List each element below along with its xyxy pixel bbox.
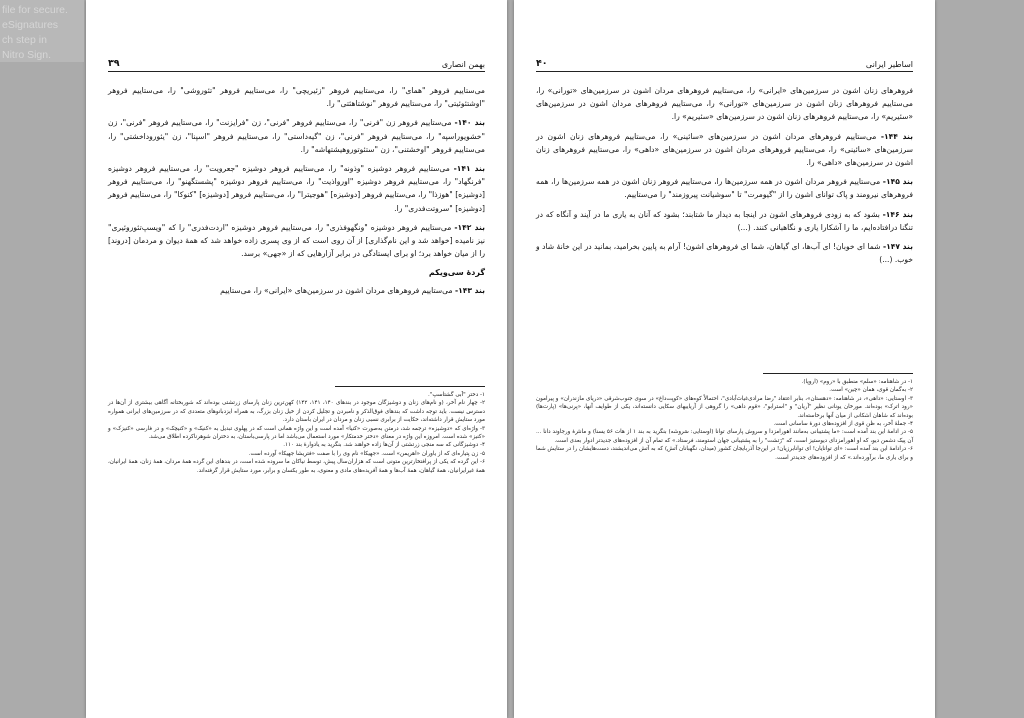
verse-number: بند ۱۴۵- xyxy=(882,177,913,187)
footnote: ۵- در ادامهٔ این بند آمده است: «ما پشتیبانی به‌مانند اهورامزدا و سروش پارسای توانا (اوستایی: سَروشه) بنگرید به بند ۱ از هات ۵۶ یسنا) و مانثرهٔ ورجاوند دانا ... آن پیک دشمن دیو، که او اهورامزدای دیوستیز است، که "رَتشت" را به پشتیبانی جهان استومند، فرستاد.» که تمام آن از افزوده‌های جدیدتر ادوار بعدی است. xyxy=(536,429,913,444)
paragraph: بند ۱۴۵- می‌ستاییم فروهر مردان اشون در همه سرزمین‌ها را، می‌ستاییم فروهر زنان اشون در همه سرزمین‌ها را، همه فروهرهای نیرومند و پاک توانای اشون را از "گیومرت" تا "سوشیانت پیروزمند" را می‌ستاییم. xyxy=(536,177,913,200)
footnote: ۵- زن پتیاره‌ای که از یاوران «اهریمن» است. «جهیکا» نام وی را با صفت «فتریشا جهیکا» آورده است. xyxy=(248,450,485,457)
page-number: ۳۹ xyxy=(108,58,120,69)
watermark-line: ch step in xyxy=(2,34,47,46)
paragraph: می‌ستاییم فروهر "همای" را، می‌ستاییم فروهر "زئیریچی" را، می‌ستاییم فروهر "تئوروشی" را، می‌ستاییم فروهر "اوشتئوئیتی" را، می‌ستاییم فروهر "نوشتاهئتی" را. xyxy=(108,86,485,109)
right-page xyxy=(514,0,935,718)
paragraph: بند ۱۴۳- می‌ستاییم فروهرهای مردان اشون در سرزمین‌های «ایرانی» را، می‌ستاییم xyxy=(220,285,485,295)
paragraph: بند ۱۴۱- می‌ستاییم فروهر دوشیزه "وذونه" را، می‌ستاییم فروهر دوشیزه "جعرویت" را، می‌ستاییم فروهر دوشیزه "فرنگهاد" را، می‌ستاییم فروهر دوشیزه "اورواذیت" را، می‌ستاییم فروهر دوشیزه "پشستگهنو" را، می‌ستاییم فروهر [دوشیزه] "هوزذا" را، می‌ستاییم فروهر [دوشیزه] "هوجیترا" را، می‌ستاییم فروهر [دوشیزه] "کنوکا" را، می‌ستاییم فروهر [دوشیزه] "سروتت‌فدری" را. xyxy=(108,164,485,213)
verse-number: بند ۱۴۷- xyxy=(882,242,913,252)
left-page-header xyxy=(108,58,485,72)
paragraph: بند ۱۴۷- شما ای خوبان! ای آب‌ها، ای گیاهان، شما ای فروهرهای اشون! آرام به پایین بخرامید، بمانید در این خانهٔ شاد و خوب. (...) xyxy=(536,242,913,265)
left-page xyxy=(86,0,507,718)
verse-number: بند ۱۴۲- xyxy=(454,222,485,232)
page-number: ۴۰ xyxy=(536,58,548,69)
footnote: ۶- این گرده که یکی از پرافتخارترین متونی است که هزاران‌سال پیش، توسط نیاکان ما سروده شده است، در بندهای این گرده همهٔ مردان، همهٔ زنان، همهٔ ایرانیان، همهٔ غیرایرانیان، همهٔ گیاهان، همهٔ آب‌ها و همهٔ آفریده‌های مادی و معنوی، به طور یکسان و برابر، مورد ستایش قرار گرفته‌اند. xyxy=(108,459,485,474)
nitro-watermark xyxy=(0,0,84,62)
footnote: ۱- دختر "اَبی گشتاسپ". xyxy=(427,392,485,398)
footnote: ۱- در شاهنامه: «سلم» منطبق با «روم» (اروپا). xyxy=(801,379,913,385)
verse-number: بند ۱۴۱- xyxy=(453,164,485,174)
paragraph: بند ۱۴۴- می‌ستاییم فروهرهای مردان اشون در سرزمین‌های «سائینی» را، می‌ستاییم فروهرهای زنان اشون در سرزمین‌های «سائینی» را، می‌ستاییم فروهرهای مردان اشون در سرزمین‌های «داهی» را، می‌ستاییم فروهرهای زنان اشون در سرزمین‌های «داهی» را. xyxy=(536,131,913,168)
footnote: ۳- واژه‌ای که «دوشیزه» ترجمه شد، درمتن به‌صورت «کنیا» آمده است و این واژه همانی است که در پهلوی تبدیل به «کنیک» و «کنیچک» و در فارسی «کنیزک» و «کنیز» شده است. امروزه این واژه در معنای «دختر خدمتکار» مورد استعمال می‌باشد اما در پارسی‌باستان، به دختران شوهرناکرده اطلاق می‌شد. xyxy=(108,425,485,441)
verse-number: بند ۱۴۳- xyxy=(454,285,485,295)
running-head: اساطیر ایرانی xyxy=(865,60,913,69)
left-page-body xyxy=(108,84,485,297)
running-head: بهمن انصاری xyxy=(441,60,485,69)
left-footnotes xyxy=(108,386,485,475)
paragraph: بند ۱۴۶- بشود که به زودی فروهرهای اشون در اینجا به دیدار ما شتابند؛ بشود که آنان به یاری ما در آیند و آنگاه که در تنگنا درافتاده‌ایم، ما را آشکارا یاری و نگاهبانی کنند. (...) xyxy=(536,209,913,232)
footnote: ۴- دوشیزگانی که سه منجی زرتشتی از آن‌ها زاده خواهند شد. بنگرید به یادوارهٔ بند ۱۱۰. xyxy=(283,442,485,449)
footnote-rule xyxy=(335,386,485,387)
right-page-body xyxy=(536,84,913,266)
footnote: ۲- چهار نام آخر، (و نام‌های زنان و دوشیزگان موجود در بندهای ۱۴۰، ۱۴۱، ۱۴۲) کهن‌ترین زنان پارسای زرتشتی بوده‌اند که شوربختانه آگاهی بیشتری از آن‌ها در دسترس نیست. باید توجه داشت که بندهای فوق‌الذکر و نامبردن و تجلیل کردن از خیل زنان بزرگ، به همراه ایزدبانوهای متعددی که در سرزمین‌های ایرانی همواره مورد ستایش قرار داشته‌اند، حکایت از برابری نسبی زنان و مردان در ایران باستان دارد. xyxy=(108,400,485,424)
verse-number: بند ۱۴۶- xyxy=(882,209,913,219)
footnote: ۴- جملهٔ آخر، به ظن قوی از افزوده‌های دورهٔ ساسانی است. xyxy=(773,421,913,428)
footnote: ۳- اوستایی: «داهی»، در شاهنامه: «دهستان»، بنابر اعتقاد "رضا مرادی‌غیاث‌آبادی"، احتمالاً کوه‌های «کوپت‌داغ» در سوی جنوب‌شرقی «دریای مازندران» و پیرامون «رود اترک» بوده‌اند. مورخان یونانی نظیر "آریان" و "استرابو"، «قوم داهی» را گروهی از آریاییهای سکایی دانسته‌اند، یکی از طوایف آنها، «پرنی‌ها» (پارت‌ها) بوده‌اند که شاهان اشکانی از میان آنها برخاسته‌اند. xyxy=(536,395,913,419)
left-page-content xyxy=(108,58,485,303)
paragraph: بند ۱۴۲- می‌ستاییم فروهر دوشیزه "ونگهوفذری" را، می‌ستاییم فروهر دوشیزه "اردت‌فدری" را که "ویسپ‌تئوروئیری" نیز نامیده [خواهد شد و این نام‌گذاری] از آن روی است که از وی پسری زاده خواهد شد که همهٔ دیوان و مردمان [دروند] را از میان خواهد برد؛ او برای ایستادگی در برابر آزارهایی که از «جهی» برسد. xyxy=(108,222,485,259)
watermark-line: eSignatures xyxy=(2,19,59,31)
footnote-rule xyxy=(763,373,913,374)
right-page-header xyxy=(536,58,913,72)
watermark-line: file for secure. xyxy=(2,4,68,16)
footnote: ۶- درادامهٔ این بند آمده است: «ای توانایان! ای توانابرزیان! در این‌جا آذربایجان کشور (میدان، نگهبانان آتش) که به آتش می‌اندیشند، دست‌هایشان را در ستایش شما و برای یاری ما، برآورده‌اند.» که از افزوده‌های جدیدتر است. xyxy=(536,446,913,461)
watermark-line: Nitro Sign. xyxy=(2,49,52,61)
right-page-content xyxy=(536,58,913,272)
section-title: گردهٔ سی‌ویکم xyxy=(428,268,485,278)
paragraph: فروهرهای زنان اشون در سرزمین‌های «ایرانی» را، می‌ستاییم فروهرهای مردان اشون در سرزمین‌های «تورانی» را، می‌ستاییم فروهرهای زنان اشون در سرزمین‌های «تورانی» را، می‌ستاییم فروهرهای مردان اشون در سرزمین‌های «سئیریم» را، می‌ستاییم فروهرهای زنان اشون در سرزمین‌های «سئیریم» را. xyxy=(536,86,913,122)
paragraph: بند ۱۴۰- می‌ستاییم فروهر زن "فرنی" را، می‌ستاییم فروهر "فرنی"، زن "فرایزنت" را، می‌ستاییم فروهر "فرنی"، زن "خشویوراسپه" را، می‌ستاییم فروهر "فرنی"، زن "گیه‌داستی" را، می‌ستاییم فروهر "اسپنا"، زن "یئوروداخشتی" را، می‌ستاییم فروهر "اوخشتنی"، زن "ستئوتوروهیشتهاشه" را. xyxy=(108,118,485,154)
right-footnotes xyxy=(536,373,913,462)
footnote: ۲- به‌گمان قوی، همان «چین» است. xyxy=(829,387,913,394)
verse-number: بند ۱۴۰- xyxy=(454,118,485,128)
verse-number: بند ۱۴۴- xyxy=(880,131,913,141)
